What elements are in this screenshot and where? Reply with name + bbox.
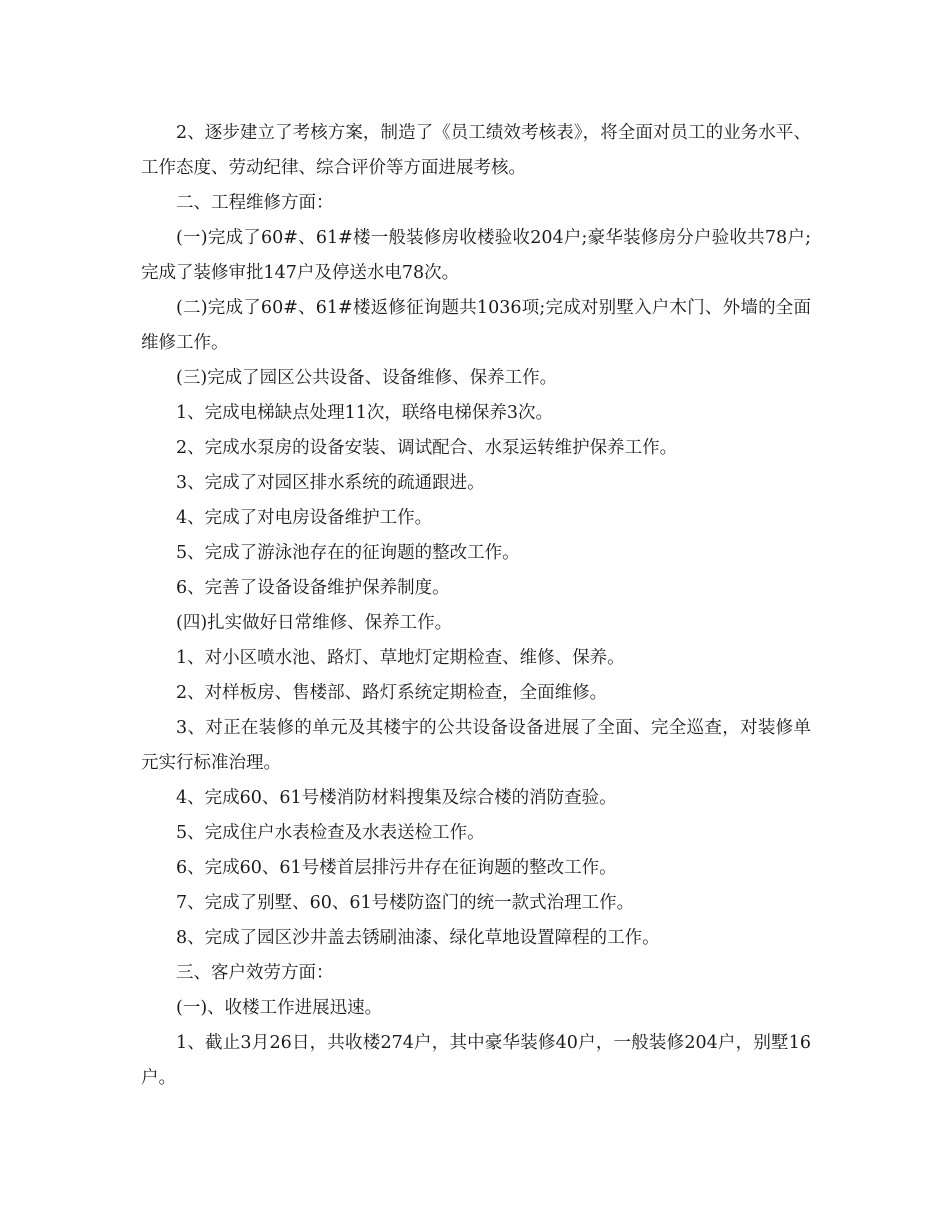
list-item: 1、对小区喷水池、路灯、草地灯定期检查、维修、保养。 bbox=[176, 648, 625, 668]
paragraph: (三)完成了园区公共设备、设备维修、保养工作。 bbox=[176, 368, 558, 388]
list-item: 8、完成了园区沙井盖去锈刷油漆、绿化草地设置障程的工作。 bbox=[176, 928, 660, 948]
list-item: 6、完善了设备设备维护保养制度。 bbox=[176, 578, 450, 598]
list-item: 1、完成电梯缺点处理11次，联络电梯保养3次。 bbox=[176, 403, 554, 423]
list-item: 2、完成水泵房的设备安装、调试配合、水泵运转维护保养工作。 bbox=[176, 438, 678, 458]
paragraph: 2、逐步建立了考核方案，制造了《员工绩效考核表》，将全面对员工的业务水平、工作态度、劳动纪律、综合评价等方面进展考核。 bbox=[141, 123, 811, 178]
list-item: 7、完成了别墅、60、61号楼防盗门的统一款式治理工作。 bbox=[176, 893, 635, 913]
list-item: 5、完成了游泳池存在的征询题的整改工作。 bbox=[176, 543, 520, 563]
list-item: 2、对样板房、售楼部、路灯系统定期检查，全面维修。 bbox=[176, 683, 608, 703]
section-heading: 二、工程维修方面： bbox=[176, 193, 334, 213]
paragraph: (四)扎实做好日常维修、保养工作。 bbox=[176, 613, 453, 633]
list-item: 3、完成了对园区排水系统的疏通跟进。 bbox=[176, 473, 485, 493]
document-body bbox=[141, 116, 811, 1096]
list-item: 6、完成60、61号楼首层排污井存在征询题的整改工作。 bbox=[176, 858, 617, 878]
list-item: 4、完成了对电房设备维护工作。 bbox=[176, 508, 433, 528]
list-item: 4、完成60、61号楼消防材料搜集及综合楼的消防查验。 bbox=[176, 788, 617, 808]
list-item: 5、完成住户水表检查及水表送检工作。 bbox=[176, 823, 485, 843]
section-heading: 三、客户效劳方面： bbox=[176, 963, 334, 983]
list-item: 1、截止3月26日，共收楼274户，其中豪华装修40户，一般装修204户，别墅16户。 bbox=[141, 1033, 811, 1088]
paragraph: (一)完成了60#、61#楼一般装修房收楼验收204户;豪华装修房分户验收共78户;完成了装修审批147户及停送水电78次。 bbox=[141, 228, 811, 283]
paragraph: (二)完成了60#、61#楼返修征询题共1036项;完成对别墅入户木门、外墙的全面维修工作。 bbox=[141, 298, 811, 353]
paragraph: (一)、收楼工作进展迅速。 bbox=[176, 998, 383, 1018]
list-item: 3、对正在装修的单元及其楼宇的公共设备设备进展了全面、完全巡查，对装修单元实行标准治理。 bbox=[141, 718, 811, 773]
